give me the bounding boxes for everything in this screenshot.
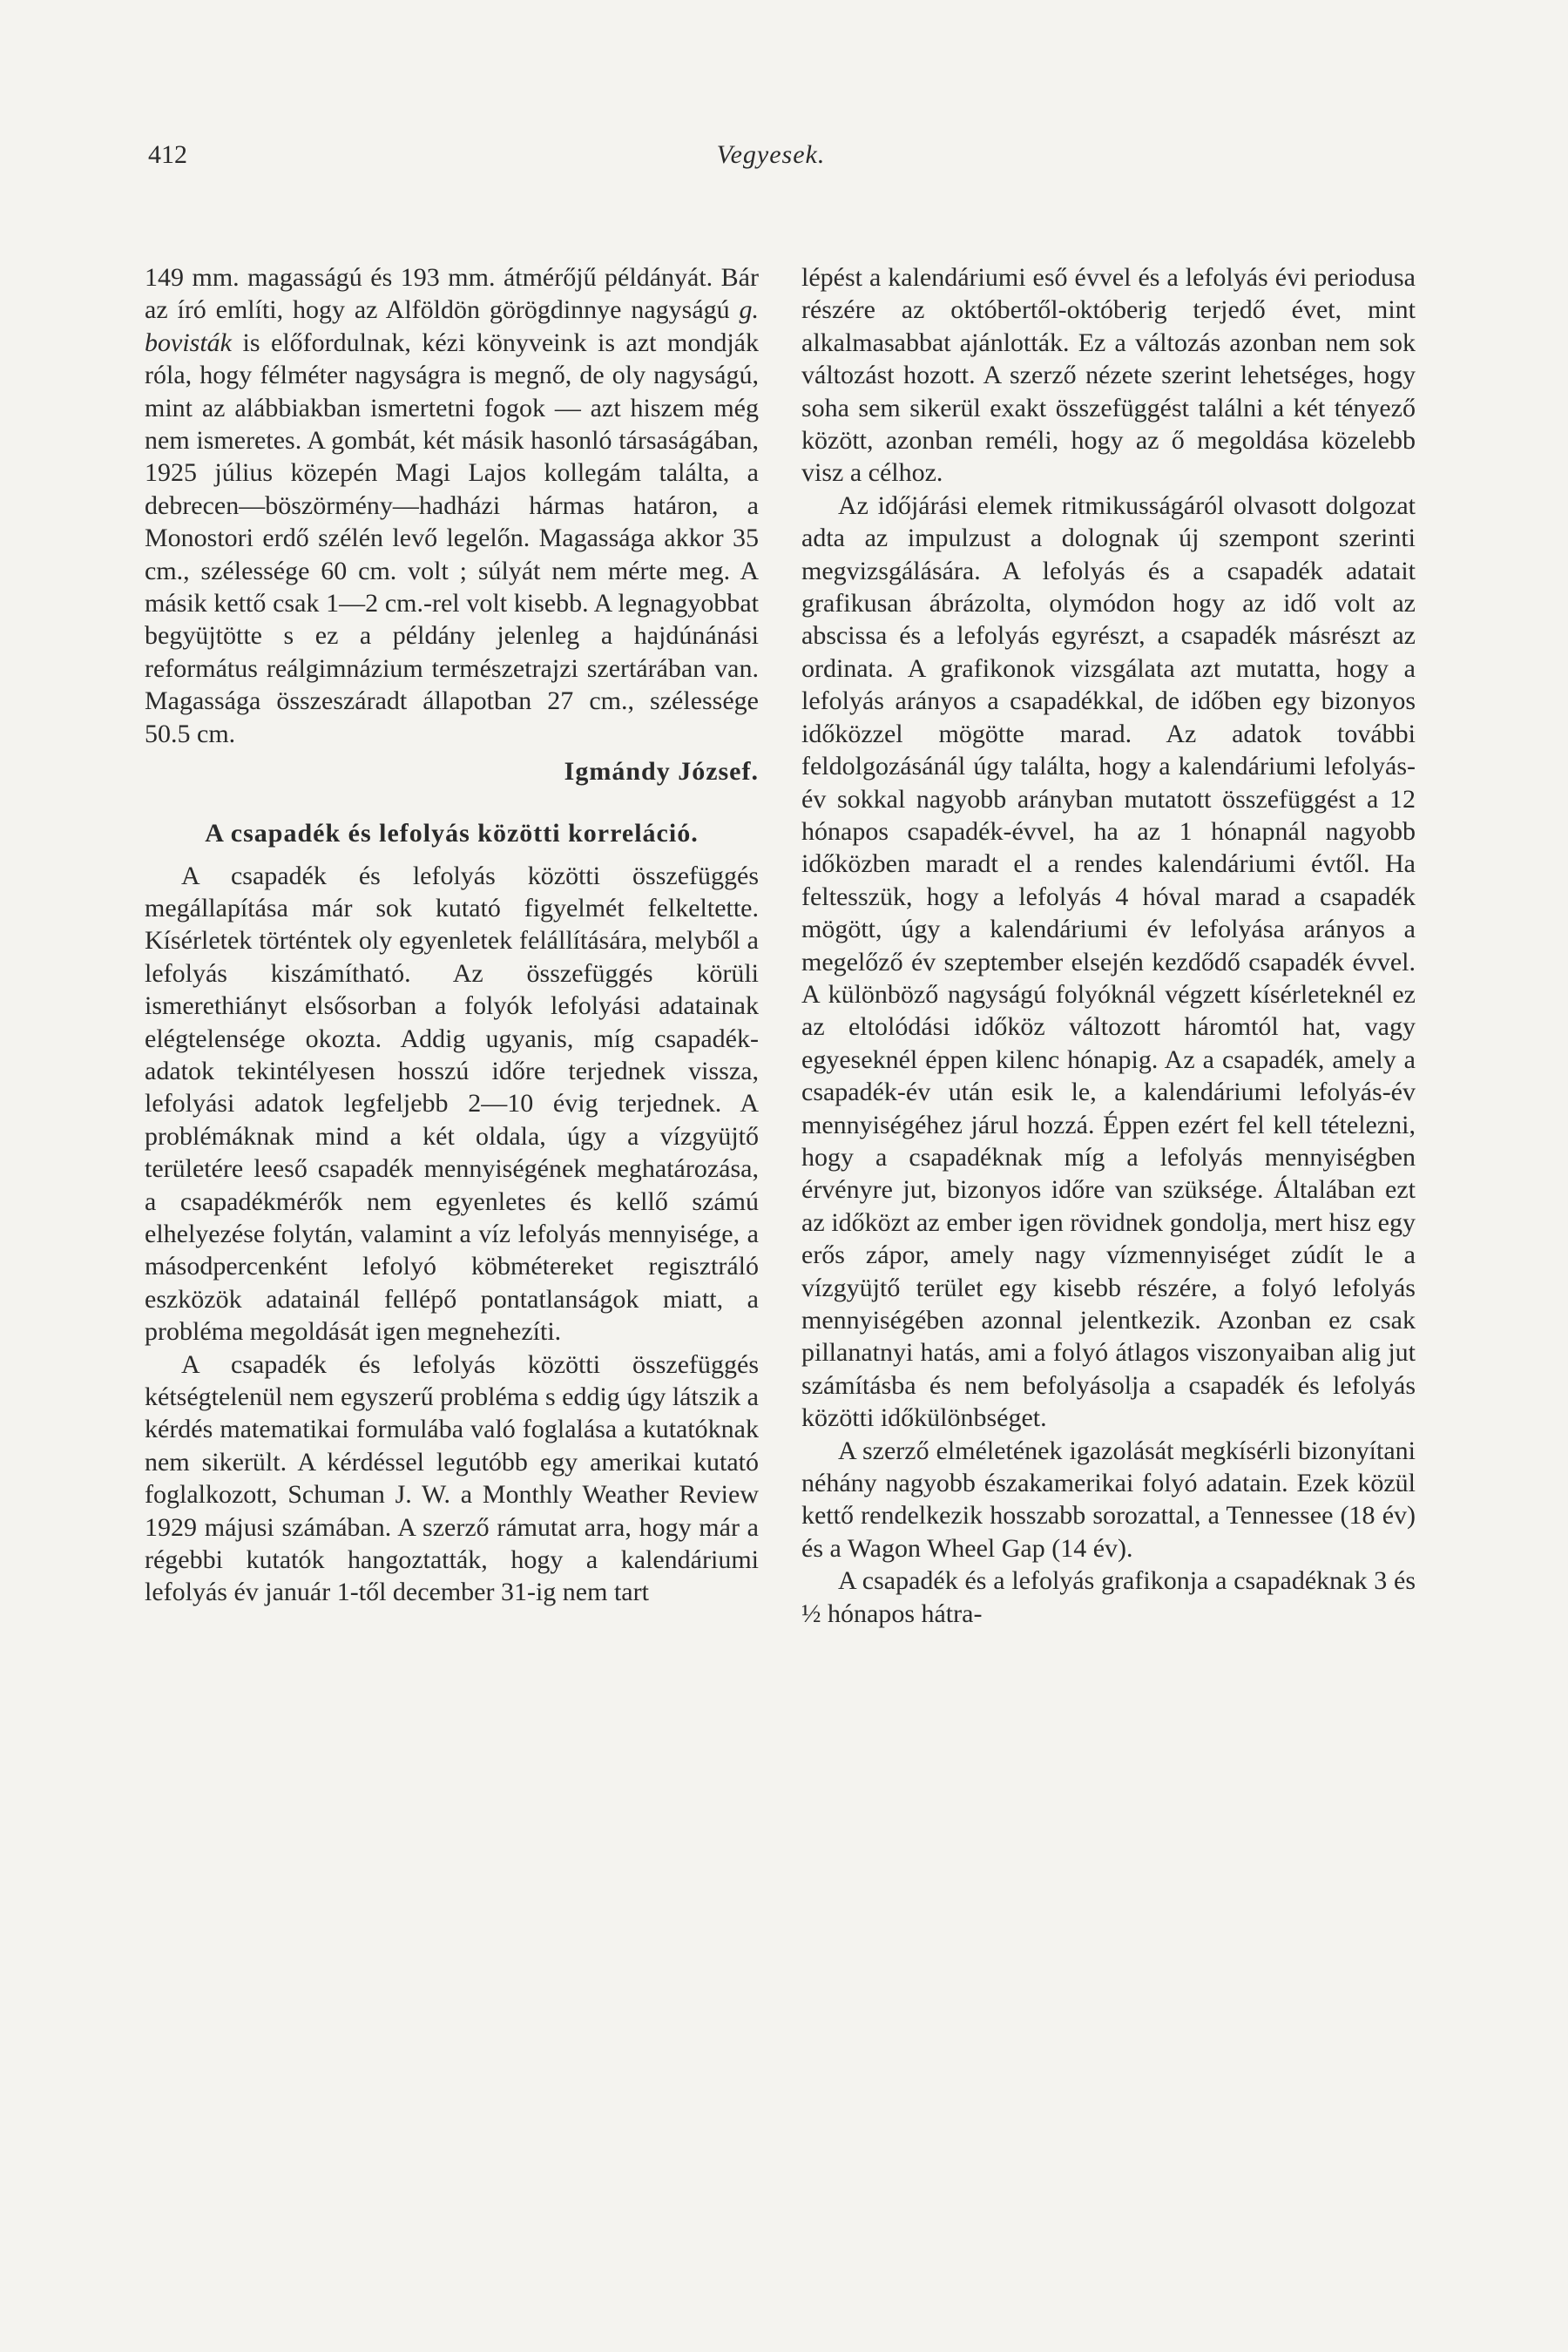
mushroom-report-paragraph: 149 mm. magasságú és 193 mm. átmérőjű példányát. Bár az író említi, hogy az Alföldön görögdinnye nagyságú g. bovisták is előfordulnak, kézi könyveink is azt mondják róla, hogy félméter nagyságra is megnő, de oly nagyságú, mint az alábbiakban ismertetni fogok — azt hiszem még nem ismeretes. A gombát, két másik hasonló társaságában, 1925 július közepén Magi Lajos kollegám találta, a debrecen—böszörmény—hadházi hármas határon, a Monostori erdő szélén levő legelőn. Magassága akkor 35 cm., szélessége 60 cm. volt ; súlyát nem mérte meg. A másik kettő csak 1—2 cm.-rel volt kisebb. A legnagyobbat begyüjtötte s ez a példány jelenleg a hajdúnánási református reálgimnázium természetrajzi szertárában van. Magassága összeszáradt állapotban 27 cm., szélessége 50.5 cm.	[145, 263, 759, 748]
body-paragraph: A csapadék és lefolyás közötti összefüggés kétségtelenül nem egyszerű probléma s eddig úgy látszik a kérdés matematikai formulába való foglalása a kutatóknak nem sikerült. A kérdéssel legutóbb egy amerikai kutató foglalkozott, Schuman J. W. a Monthly Weather Review 1929 májusi számában. A szerző rámutat arra, hogy már a régebbi kutatók hangoztatták, hogy a kalendáriumi lefolyás év január 1-től december 31-ig nem tart	[145, 1349, 759, 1607]
page-header	[148, 138, 1394, 172]
body-paragraph: lépést a kalendáriumi eső évvel és a lefolyás évi periodusa részére az októbertől-októberig terjedő évet, mint alkalmasabbat ajánlották. Ez a változás azonban nem sok változást hozott. A szerző nézete szerint lehetséges, hogy soha sem sikerül exakt összefüggést találni a két tényező között, azonban reméli, hogy az ő megoldása közelebb visz a célhoz.	[801, 263, 1416, 488]
author-signature: Igmándy József.	[564, 757, 759, 787]
body-paragraph: A szerző elméletének igazolását megkísérli bizonyítani néhány nagyobb északamerikai folyó adatain. Ezek közül kettő rendelkezik hosszabb sorozattal, a Tennessee (18 év) és a Wagon Wheel Gap (14 év).	[801, 1436, 1416, 1563]
article-heading: A csapadék és lefolyás közötti korreláció.	[205, 818, 699, 848]
body-paragraph: A csapadék és lefolyás közötti összefüggés megállapítása már sok kutató figyelmét felkeltette. Kísérletek történtek oly egyenletek felállítására, melyből a lefolyás kiszámítható. Az összefüggés körüli ismerethiányt elsősorban a folyók lefolyási adatainak elégtelensége okozta. Addig ugyanis, míg csapadék-adatok tekintélyesen hosszú időre terjednek vissza, lefolyási adatok legfeljebb 2—10 évig terjednek. A problémáknak mind a két oldala, úgy a vízgyüjtő területére leeső csapadék mennyiségének meghatározása, a csapadékmérők nem egyenletes és kellő számú elhelyezése folytán, valamint a víz lefolyás mennyisége, a másodpercenként lefolyó köbmétereket regisztráló eszközök adatainál fellépő pontatlanságok miatt, a probléma megoldását igen megnehezíti.	[145, 861, 759, 1347]
running-title: Vegyesek.	[716, 140, 826, 169]
left-column	[145, 261, 759, 1609]
page-number: 412	[148, 140, 187, 169]
body-paragraph: A csapadék és a lefolyás grafikonja a csapadéknak 3 és ½ hónapos hátra-	[801, 1566, 1416, 1628]
italic-species-name: g. bovisták	[145, 295, 759, 357]
right-column	[801, 261, 1416, 1630]
body-paragraph: Az időjárási elemek ritmikusságáról olvasott dolgozat adta az impulzust a dolognak új szempont szerinti megvizsgálására. A lefolyás és a csapadék adatait grafikusan ábrázolta, olymódon hogy az idő volt az abscissa és a lefolyás egyrészt, a csapadék másrészt az ordinata. A grafikonok vizsgálata azt mutatta, hogy a lefolyás arányos a csapadékkal, de időben egy bizonyos időközzel mögötte marad. Az adatok további feldolgozásánál úgy találta, hogy a kalendáriumi lefolyás-év sokkal nagyobb arányban mutatott összefüggést a 12 hónapos csapadék-évvel, ha az 1 hónapnál nagyobb időközben maradt el a rendes kalendáriumi évtől. Ha feltesszük, hogy a lefolyás 4 hóval marad a csapadék mögött, úgy a kalendáriumi év lefolyása arányos a megelőző év szeptember elsején kezdődő csapadék évvel. A különböző nagyságú folyóknál végzett kísérleteknél ez az eltolódási időköz változott háromtól hat, vagy egyeseknél éppen kilenc hónapig. Az a csapadék, amely a csapadék-év után esik le, a kalendáriumi lefolyás-év mennyiségéhez járul hozzá. Éppen ezért fel kell tételezni, hogy a csapadéknak míg a lefolyás mennyiségben érvényre jut, bizonyos időre van szüksége. Általában ezt az időközt az ember igen rövidnek gondolja, mert hisz egy erős zápor, amely nagy vízmennyiséget zúdít le a vízgyüjtő terület egy kisebb részére, a folyó lefolyás mennyiségében azonnal jelentkezik. Azonban ez csak pillanatnyi hatás, ami a folyó átlagos viszonyaiban alig jut számításba és nem befolyásolja a csapadék és lefolyás közötti időkülönbséget.	[801, 490, 1416, 1433]
